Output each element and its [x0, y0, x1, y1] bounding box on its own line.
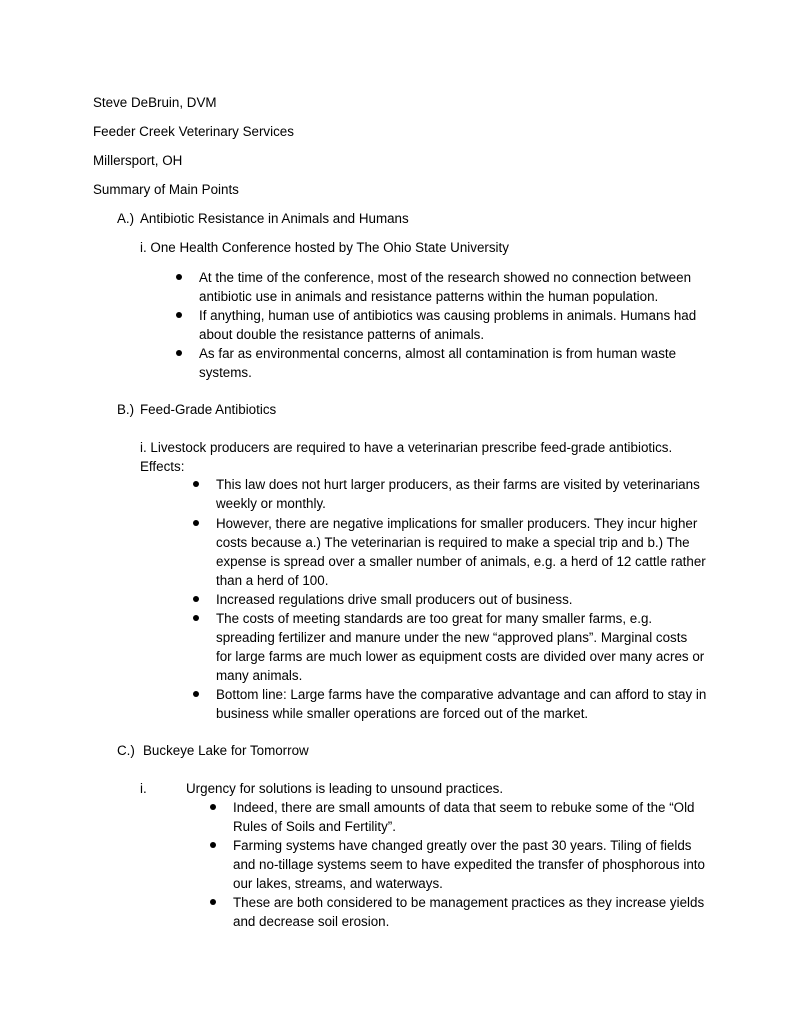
bullet-icon: [176, 312, 182, 318]
section-b-marker: B.): [117, 402, 135, 417]
bullet-icon: [210, 899, 216, 905]
section-b-bullet-4-line-3: for large farms are much lower as equipment costs are divided over many acres or: [216, 649, 705, 664]
section-c-heading: Buckeye Lake for Tomorrow: [143, 743, 309, 758]
section-a-heading: Antibiotic Resistance in Animals and Humans: [140, 211, 409, 226]
bullet-icon: [193, 615, 199, 621]
section-c-bullet-1-line-1: Indeed, there are small amounts of data that seem to rebuke some of the “Old: [233, 800, 695, 815]
bullet-icon: [193, 691, 199, 697]
section-b-bullet-1-line-1: This law does not hurt larger producers, as their farms are visited by veterinarians: [216, 477, 700, 492]
section-c-bullet-1-line-2: Rules of Soils and Fertility”.: [233, 819, 396, 834]
section-b-heading: Feed-Grade Antibiotics: [140, 402, 277, 417]
section-a-bullet-2-line-2: about double the resistance patterns of animals.: [199, 327, 485, 342]
section-b-bullet-4-line-4: many animals.: [216, 668, 303, 683]
bullet-icon: [210, 842, 216, 848]
section-c-bullet-3-line-2: and decrease soil erosion.: [233, 914, 390, 929]
section-b-bullet-2-line-4: than a herd of 100.: [216, 573, 329, 588]
section-a-subheading: i. One Health Conference hosted by The Ohio State University: [140, 240, 509, 255]
section-b-bullet-4-line-1: The costs of meeting standards are too great for many smaller farms, e.g.: [216, 611, 653, 626]
bullet-icon: [193, 596, 199, 602]
section-c-subheading: Urgency for solutions is leading to unsound practices.: [186, 781, 504, 796]
summary-title: Summary of Main Points: [93, 182, 239, 197]
bullet-icon: [193, 520, 199, 526]
bullet-icon: [176, 274, 182, 280]
section-b-bullet-4-line-2: spreading fertilizer and manure under the new “approved plans”. Marginal costs: [216, 630, 688, 645]
section-a-bullet-2-line-1: If anything, human use of antibiotics was causing problems in animals. Humans had: [199, 308, 697, 323]
bullet-icon: [210, 804, 216, 810]
author-line: Steve DeBruin, DVM: [93, 95, 217, 110]
section-c-bullet-3-line-1: These are both considered to be management practices as they increase yields: [233, 895, 705, 910]
section-b-bullet-5-line-2: business while smaller operations are forced out of the market.: [216, 706, 589, 721]
section-a-bullet-3-line-2: systems.: [199, 365, 252, 380]
section-b-bullet-3-line-1: Increased regulations drive small producers out of business.: [216, 592, 573, 607]
section-b-bullet-5-line-1: Bottom line: Large farms have the comparative advantage and can afford to stay in: [216, 687, 707, 702]
bullet-icon: [176, 350, 182, 356]
section-c-marker: C.): [117, 743, 135, 758]
section-c-bullet-2-line-3: our lakes, streams, and waterways.: [233, 876, 443, 891]
section-a-bullet-1-line-2: antibiotic use in animals and resistance patterns within the human population.: [199, 289, 659, 304]
section-b-subheading-line-2: Effects:: [140, 459, 185, 474]
section-c-sub-marker: i.: [140, 781, 147, 796]
section-a-bullet-1-line-1: At the time of the conference, most of the research showed no connection between: [199, 270, 692, 285]
organization-line: Feeder Creek Veterinary Services: [93, 124, 294, 139]
section-b-bullet-1-line-2: weekly or monthly.: [216, 496, 326, 511]
section-b-bullet-2-line-3: expense is spread over a smaller number of animals, e.g. a herd of 12 cattle rather: [216, 554, 706, 569]
section-b-subheading-line-1: i. Livestock producers are required to have a veterinarian prescribe feed-grade antibiotics.: [140, 440, 673, 455]
section-a-bullet-3-line-1: As far as environmental concerns, almost all contamination is from human waste: [199, 346, 677, 361]
location-line: Millersport, OH: [93, 153, 183, 168]
section-a-marker: A.): [117, 211, 135, 226]
section-c-bullet-2-line-2: and no-tillage systems seem to have expedited the transfer of phosphorous into: [233, 857, 705, 872]
section-c-bullet-2-line-1: Farming systems have changed greatly over the past 30 years. Tiling of fields: [233, 838, 692, 853]
bullet-icon: [193, 481, 199, 487]
section-b-bullet-2-line-2: costs because a.) The veterinarian is required to make a special trip and b.) The: [216, 535, 690, 550]
section-b-bullet-2-line-1: However, there are negative implications for smaller producers. They incur higher: [216, 516, 698, 531]
